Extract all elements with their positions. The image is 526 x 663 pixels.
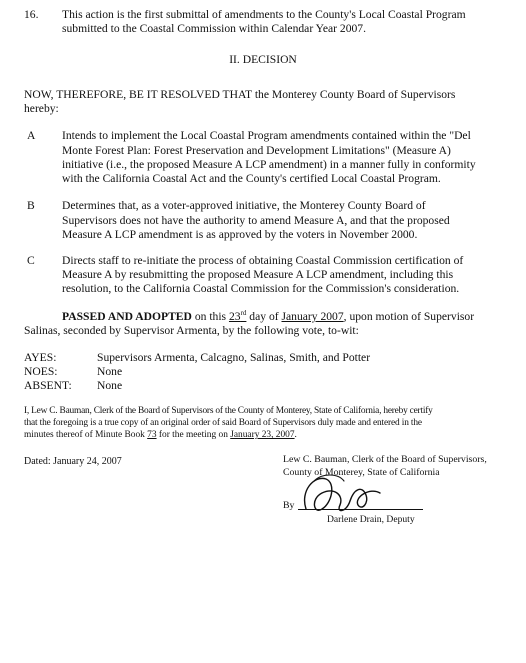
item-c-line-2: Measure A by resubmitting the proposed Measure A LCP amendment, including this	[62, 268, 454, 281]
meeting-date: January 23, 2007	[230, 430, 295, 440]
certification-minutes: minutes thereof of Minute Book	[24, 430, 148, 440]
certification-line-3	[24, 429, 297, 441]
item-a-letter: A	[27, 129, 36, 142]
dated-line: Dated: January 24, 2007	[24, 456, 122, 467]
item-c-line-3: resolution, to the California Coastal Commission for the Commission's consideration.	[62, 282, 460, 295]
item-b-line-3: Measure A LCP amendment is as approved by the voters in November 2000.	[62, 228, 418, 241]
signature-scribble	[292, 469, 388, 521]
adoption-day-number: 23	[228, 310, 241, 323]
adoption-lead: PASSED AND ADOPTED	[62, 310, 192, 323]
adoption-line-2: Salinas, seconded by Supervisor Armenta, by the following vote, to-wit:	[24, 324, 359, 337]
item-b-line-2: Supervisors does not have the authority to amend Measure A, and that the proposed	[62, 214, 450, 227]
certification-line-1: I, Lew C. Bauman, Clerk of the Board of Supervisors of the County of Monterey, State of California, hereby certify	[24, 406, 433, 416]
item-b-line-1: Determines that, as a voter-approved initiative, the Monterey County Board of	[62, 199, 426, 212]
item-a-line-2: Monte Forest Plan: Forest Preservation and Development Limitations" (Measure A)	[62, 144, 451, 157]
minute-book-number: 73	[147, 430, 157, 440]
item-a-line-4: with the California Coastal Act and the County's certified Local Coastal Program.	[62, 172, 441, 185]
item-c-letter: C	[27, 254, 35, 267]
adoption-date: January 2007	[281, 310, 344, 323]
resolution-line-1: NOW, THEREFORE, BE IT RESOLVED THAT the Monterey County Board of Supervisors	[24, 88, 456, 101]
vote-ayes-label: AYES:	[24, 351, 57, 364]
adoption-day-suffix: rd	[240, 309, 247, 318]
adoption-rest: , upon motion of Supervisor	[343, 310, 475, 323]
adoption-line-1	[62, 309, 474, 324]
vote-absent-value: None	[97, 379, 123, 392]
adoption-day	[229, 310, 246, 323]
vote-noes-value: None	[97, 365, 123, 378]
item-c-line-1: Directs staff to re-initiate the process of obtaining Coastal Commission certification of	[62, 254, 464, 267]
resolution-line-2: hereby:	[24, 102, 59, 115]
clerk-line-1: Lew C. Bauman, Clerk of the Board of Supervisors,	[283, 454, 487, 465]
certification-period: .	[294, 430, 297, 440]
by-label: By	[283, 500, 295, 511]
item-16-number: 16.	[24, 8, 39, 21]
vote-ayes-value: Supervisors Armenta, Calcagno, Salinas, Smith, and Potter	[97, 351, 371, 364]
deputy-name: Darlene Drain, Deputy	[327, 514, 415, 525]
item-a-line-3: initiative (i.e., the proposed Measure A LCP amendment) in a manner fully in conformity	[62, 158, 476, 171]
item-16-line-1: This action is the first submittal of amendments to the County's Local Coastal Program	[62, 8, 466, 21]
certification-meeting: for the meeting on	[156, 430, 231, 440]
vote-absent-label: ABSENT:	[24, 379, 72, 392]
adoption-day-of: day of	[246, 310, 282, 323]
clerk-line-2: County of Monterey, State of California	[283, 467, 440, 478]
item-b-letter: B	[27, 199, 35, 212]
item-a-line-1: Intends to implement the Local Coastal Program amendments contained within the "Del	[62, 129, 471, 142]
vote-noes-label: NOES:	[24, 365, 58, 378]
item-16-line-2: submitted to the Coastal Commission within Calendar Year 2007.	[62, 22, 366, 35]
adoption-on-this: on this	[191, 310, 229, 323]
section-heading: II. DECISION	[229, 53, 297, 66]
certification-line-2: that the foregoing is a true copy of an original order of said Board of Supervisors duly made and entered in the	[24, 418, 422, 428]
